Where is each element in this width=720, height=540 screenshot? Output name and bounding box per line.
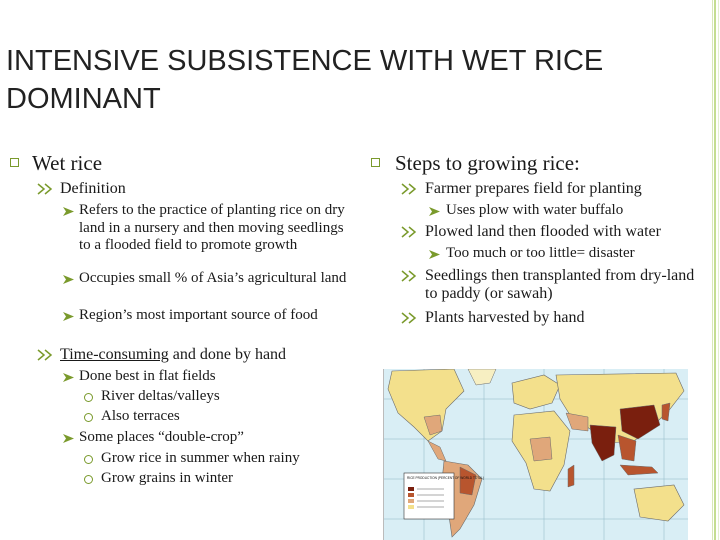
definition-label: Definition xyxy=(60,180,126,197)
map-legend-title: RICE PRODUCTION (PERCENT OF WORLD TOTAL) xyxy=(407,476,484,480)
double-crop-subitem: Grow rice in summer when rainy xyxy=(101,450,300,466)
pointer-bullet-icon xyxy=(62,206,75,217)
step-item: Plants harvested by hand xyxy=(425,309,585,326)
step-subitem: Uses plow with water buffalo xyxy=(446,202,624,218)
double-crop-subitem: Grow grains in winter xyxy=(101,470,234,486)
pointer-bullet-icon xyxy=(428,249,441,260)
pointer-bullet-icon xyxy=(428,206,441,217)
square-bullet-icon xyxy=(10,158,19,167)
definition-item: Region’s most important source of food xyxy=(79,307,318,323)
circle-bullet-icon xyxy=(84,475,93,484)
flat-fields-subitem: River deltas/valleys xyxy=(101,388,220,404)
definition-item: Occupies small % of Asia’s agricultural land xyxy=(79,270,347,286)
step-item: Plowed land then flooded with water xyxy=(425,223,661,240)
pointer-bullet-icon xyxy=(62,372,75,383)
circle-bullet-icon xyxy=(84,413,93,422)
step-item: Seedlings then transplanted from dry-land to paddy (or sawah) xyxy=(425,267,695,302)
time-consuming-text: and done by hand xyxy=(168,346,287,363)
definition-item: Refers to the practice of planting rice on dry land in a nursery and then moving seedlings to a flooded field to promote growth xyxy=(79,202,345,253)
rice-production-map xyxy=(383,369,688,540)
steps-heading: Steps to growing rice: xyxy=(395,151,580,175)
pointer-bullet-icon xyxy=(62,311,75,322)
step-subitem: Too much or too little= disaster xyxy=(446,245,635,261)
square-bullet-icon xyxy=(371,158,380,167)
flat-fields-item: Done best in flat fields xyxy=(79,368,216,384)
flat-fields-subitem: Also terraces xyxy=(101,408,180,424)
world-map-illustration xyxy=(384,369,688,540)
circle-bullet-icon xyxy=(84,393,93,402)
pointer-bullet-icon xyxy=(62,433,75,444)
double-chevron-icon xyxy=(36,183,56,195)
step-item: Farmer prepares field for planting xyxy=(425,180,642,197)
double-chevron-icon xyxy=(400,270,420,282)
slide-decoration xyxy=(710,0,720,540)
pointer-bullet-icon xyxy=(62,274,75,285)
double-chevron-icon xyxy=(36,349,56,361)
double-chevron-icon xyxy=(400,312,420,324)
double-chevron-icon xyxy=(400,226,420,238)
time-consuming-link[interactable]: Time-consuming xyxy=(60,346,169,363)
circle-bullet-icon xyxy=(84,455,93,464)
wet-rice-heading: Wet rice xyxy=(32,151,103,175)
double-crop-item: Some places “double-crop” xyxy=(79,429,244,445)
slide-title: INTENSIVE SUBSISTENCE WITH WET RICE DOMINANT xyxy=(6,45,604,115)
double-chevron-icon xyxy=(400,183,420,195)
